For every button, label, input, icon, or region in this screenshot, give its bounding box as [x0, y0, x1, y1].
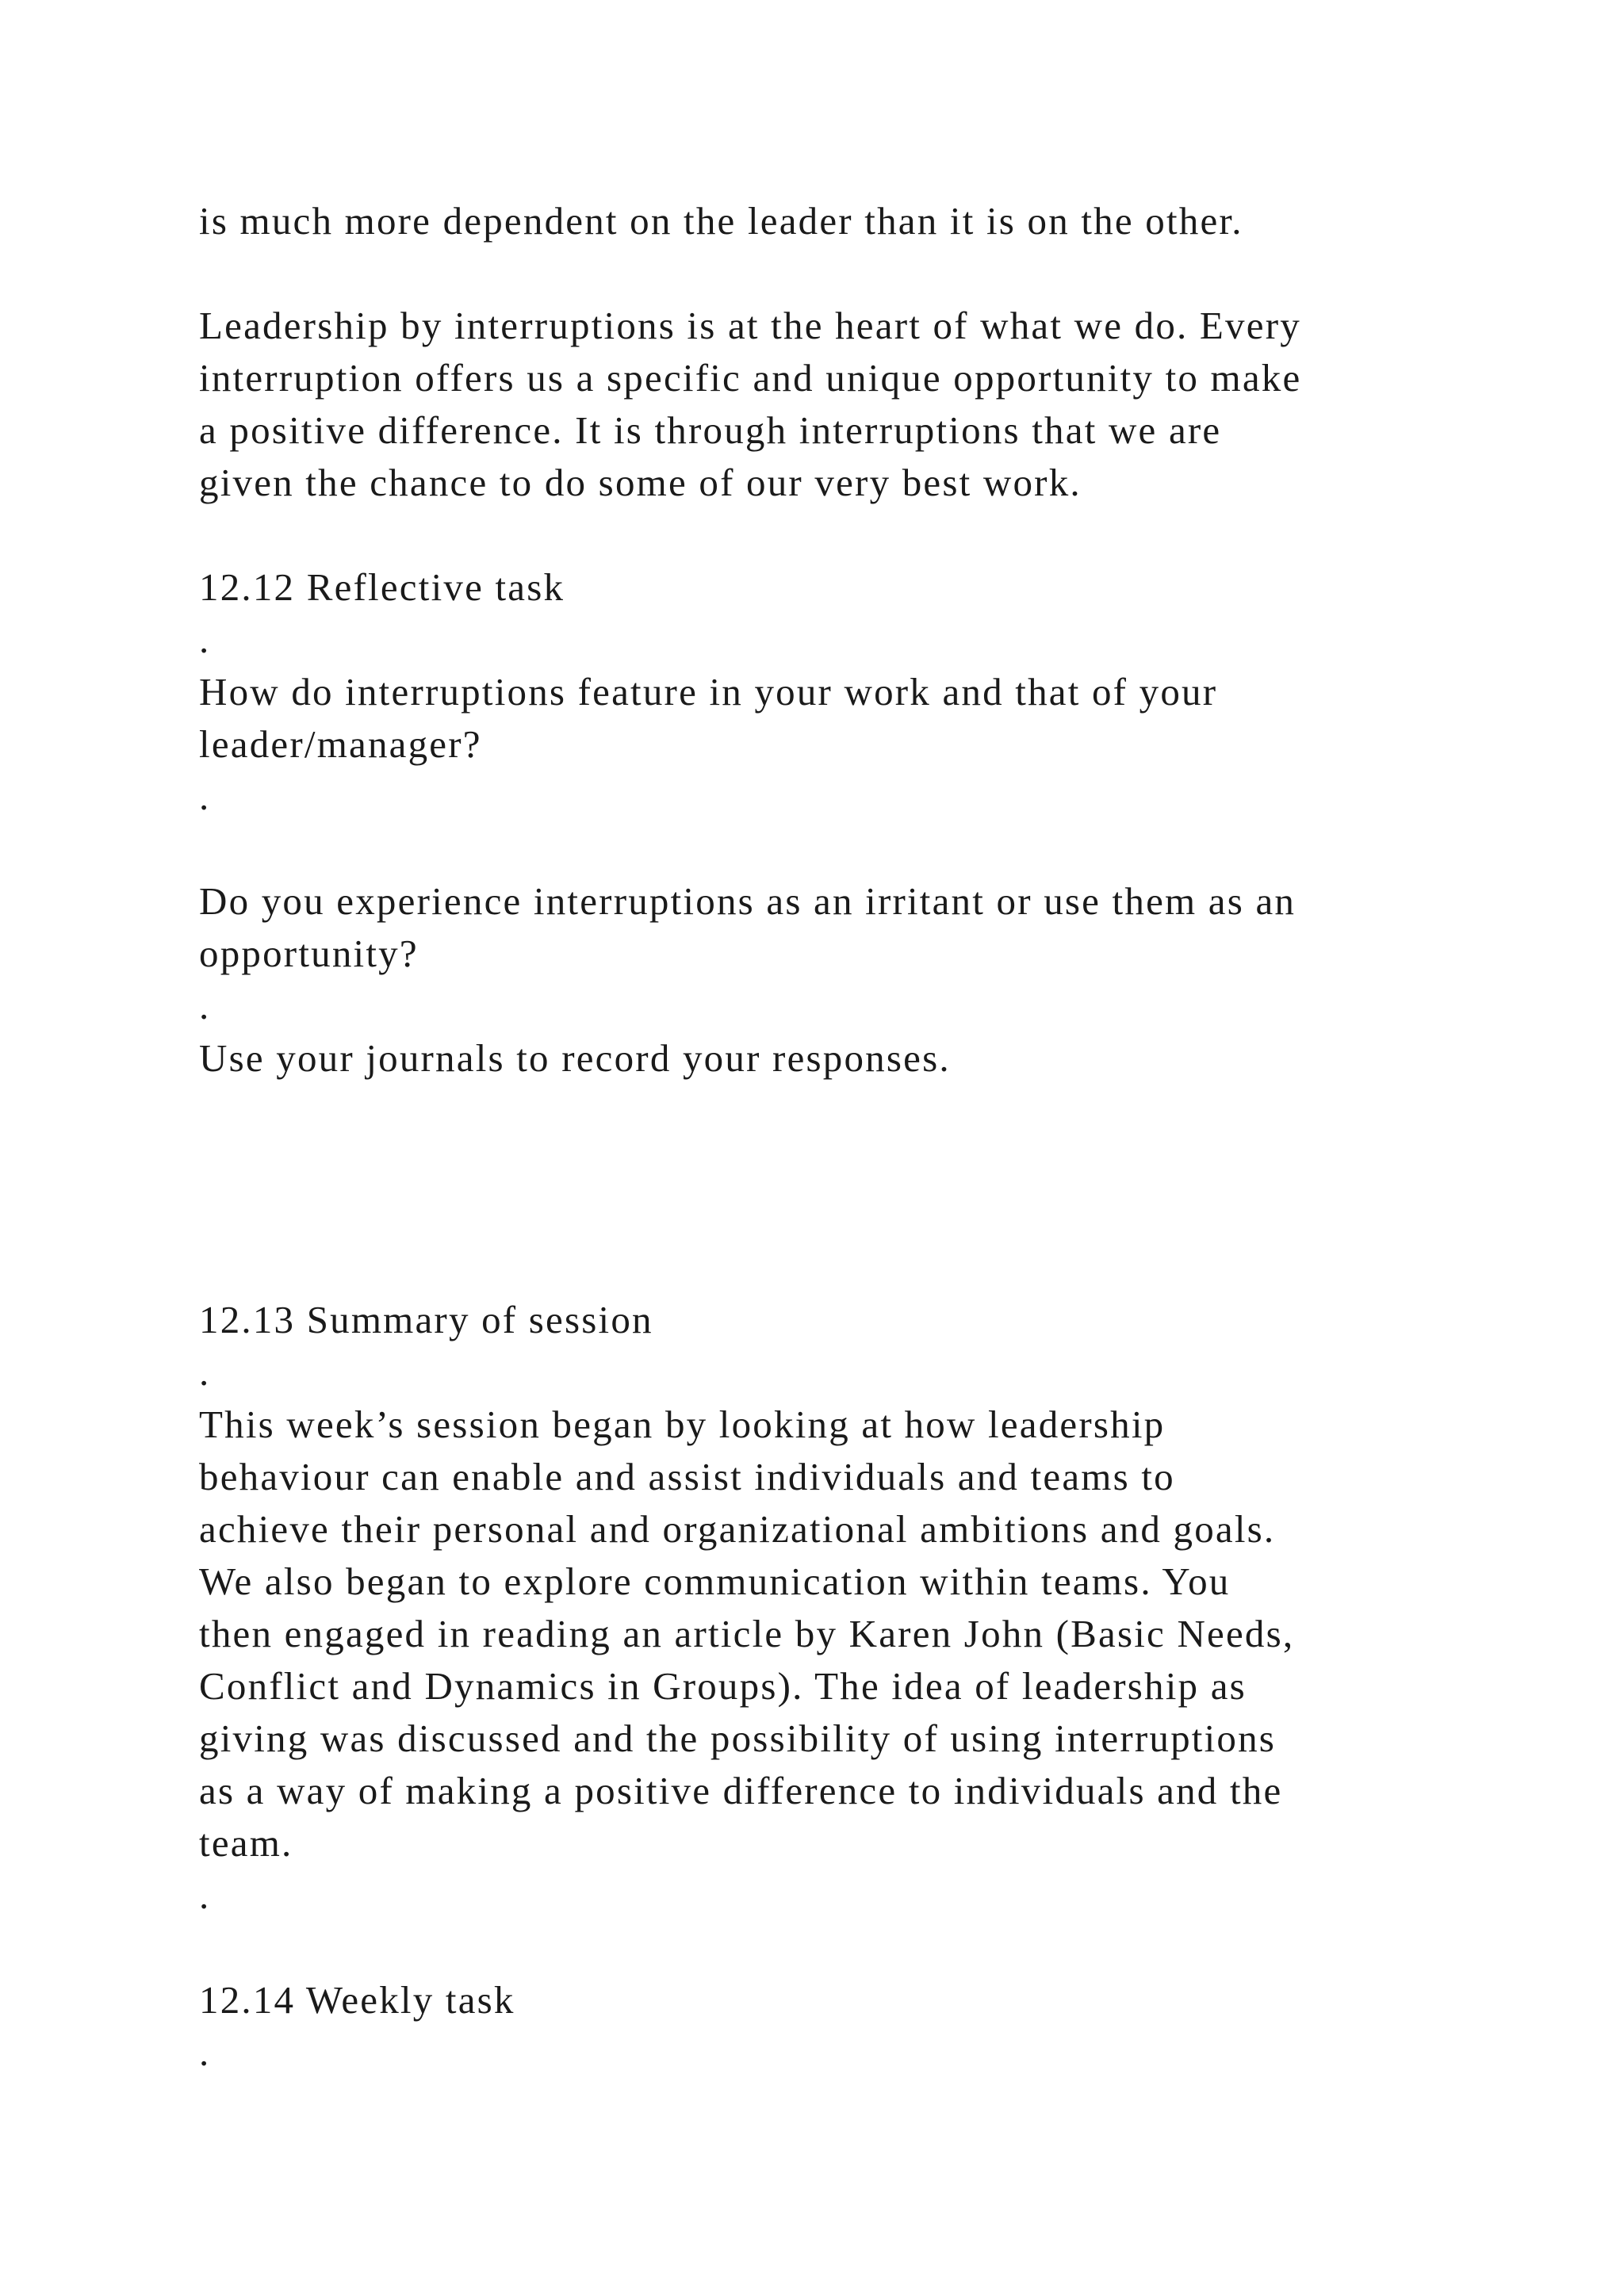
text-line: a positive difference. It is through interruptions that we are — [199, 408, 1222, 452]
text-line: Use your journals to record your responses. — [199, 1036, 951, 1080]
text-line: . — [199, 984, 211, 1027]
text-line: leader/manager? — [199, 722, 482, 766]
text-line: behaviour can enable and assist individuals and teams to — [199, 1455, 1175, 1498]
text-line: Conflict and Dynamics in Groups). The idea of leadership as — [199, 1664, 1247, 1708]
text-line: as a way of making a positive difference to individuals and the — [199, 1769, 1283, 1812]
text-line: Leadership by interruptions is at the heart of what we do. Every — [199, 304, 1301, 347]
text-line: interruption offers us a specific and unique opportunity to make — [199, 356, 1302, 400]
text-line: giving was discussed and the possibility of using interruptions — [199, 1716, 1277, 1760]
text-line: Do you experience interruptions as an irritant or use them as an — [199, 879, 1297, 923]
text-line: . — [199, 775, 211, 818]
text-line: opportunity? — [199, 932, 419, 975]
section-heading: 12.14 Weekly task — [199, 1978, 515, 2022]
text-line: then engaged in reading an article by Karen John (Basic Needs, — [199, 1612, 1295, 1655]
section-heading: 12.13 Summary of session — [199, 1298, 653, 1341]
text-line: This week’s session began by looking at how leadership — [199, 1402, 1166, 1446]
text-line: . — [199, 1873, 211, 1917]
text-line: . — [199, 618, 211, 661]
text-line: . — [199, 1350, 211, 1394]
text-line: achieve their personal and organizational ambitions and goals. — [199, 1507, 1276, 1551]
text-line: . — [199, 2030, 211, 2074]
text-line: We also began to explore communication within teams. You — [199, 1559, 1231, 1603]
text-line: given the chance to do some of our very best work. — [199, 461, 1082, 504]
section-heading: 12.12 Reflective task — [199, 565, 565, 609]
text-line: team. — [199, 1821, 293, 1865]
text-line: is much more dependent on the leader than it is on the other. — [199, 199, 1243, 243]
text-line: How do interruptions feature in your work and that of your — [199, 670, 1218, 714]
